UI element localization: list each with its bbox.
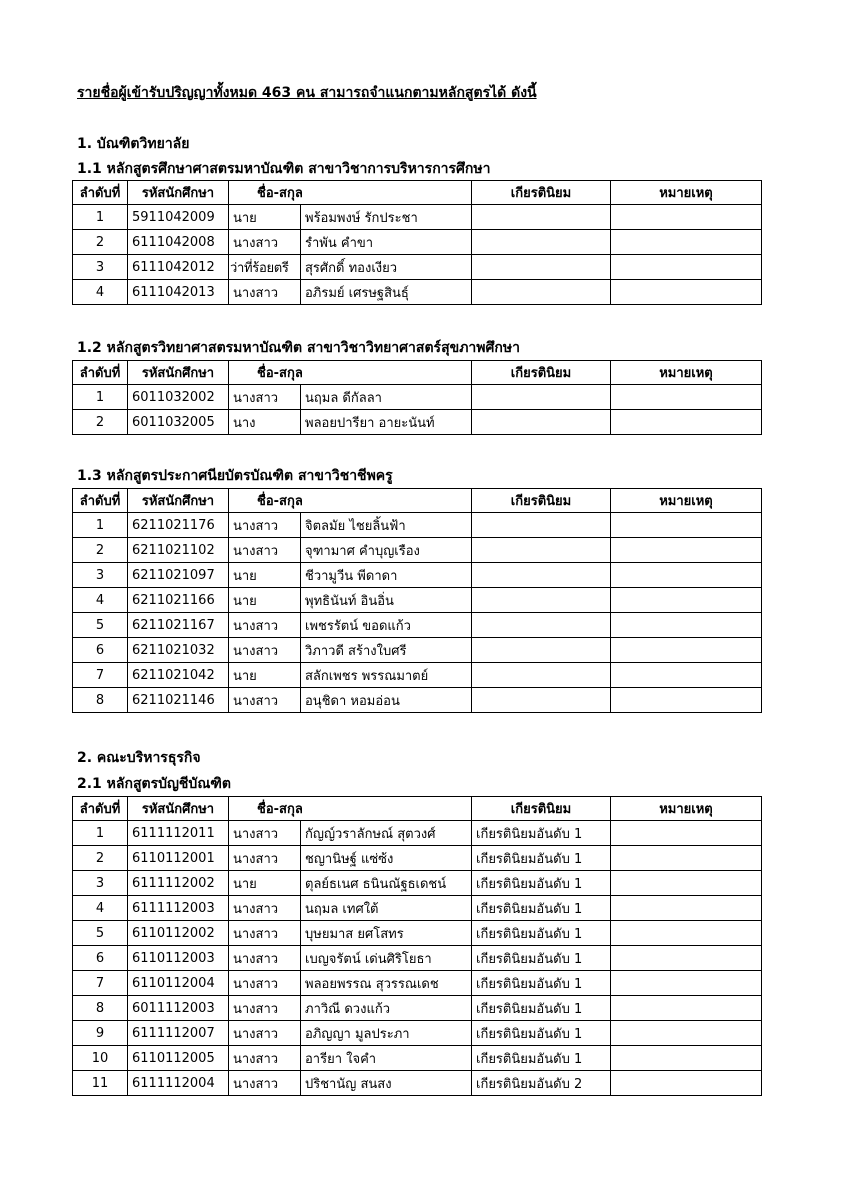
program-title: 1.2 หลักสูตรวิทยาศาสตรมหาบัณฑิต สาขาวิชาวิทยาศาสตร์สุขภาพศึกษา — [77, 340, 520, 356]
header-no: ลำดับที่ — [73, 361, 128, 385]
student-id: 6011032005 — [128, 410, 229, 435]
row-number: 3 — [73, 563, 128, 588]
row-number: 7 — [73, 663, 128, 688]
remark — [611, 385, 762, 410]
table-row — [73, 563, 762, 588]
name-prefix: ว่าที่ร้อยตรี — [229, 255, 301, 280]
honors: เกียรตินิยมอันดับ 1 — [472, 871, 611, 896]
name-prefix: นางสาว — [229, 921, 301, 946]
honors: เกียรตินิยมอันดับ 1 — [472, 971, 611, 996]
header-honors: เกียรตินิยม — [472, 489, 611, 513]
honors — [472, 588, 611, 613]
student-id: 6111042008 — [128, 230, 229, 255]
table-row — [73, 946, 762, 971]
student-name: พุทธินันท์ อินอิ่น — [301, 588, 472, 613]
header-remark: หมายเหตุ — [611, 797, 762, 821]
student-id: 6111042012 — [128, 255, 229, 280]
student-id: 6211021166 — [128, 588, 229, 613]
student-id: 6110112005 — [128, 1046, 229, 1071]
name-prefix: นาย — [229, 205, 301, 230]
remark — [611, 230, 762, 255]
program-title: 2.1 หลักสูตรบัญชีบัณฑิต — [77, 776, 232, 792]
student-id: 6211021146 — [128, 688, 229, 713]
name-prefix: นางสาว — [229, 946, 301, 971]
row-number: 6 — [73, 946, 128, 971]
honors — [472, 513, 611, 538]
student-id: 6211021042 — [128, 663, 229, 688]
remark — [611, 896, 762, 921]
student-name: สลักเพชร พรรณมาตย์ — [301, 663, 472, 688]
remark — [611, 638, 762, 663]
name-prefix: นาย — [229, 563, 301, 588]
honors — [472, 688, 611, 713]
student-id: 6110112003 — [128, 946, 229, 971]
student-name: ชีวามูวีน พีดาดา — [301, 563, 472, 588]
row-number: 1 — [73, 205, 128, 230]
header-name: ชื่อ-สกุล — [229, 797, 472, 821]
table-row — [73, 896, 762, 921]
header-student-id: รหัสนักศึกษา — [128, 181, 229, 205]
honors — [472, 205, 611, 230]
table-row — [73, 280, 762, 305]
honors: เกียรตินิยมอันดับ 1 — [472, 1046, 611, 1071]
honors: เกียรตินิยมอันดับ 1 — [472, 896, 611, 921]
student-id: 6111112002 — [128, 871, 229, 896]
table-row — [73, 996, 762, 1021]
name-prefix: นางสาว — [229, 230, 301, 255]
name-prefix: นางสาว — [229, 613, 301, 638]
header-no: ลำดับที่ — [73, 489, 128, 513]
table-row — [73, 410, 762, 435]
student-name: รำพัน คำขา — [301, 230, 472, 255]
remark — [611, 946, 762, 971]
row-number: 7 — [73, 971, 128, 996]
student-name: พลอยพรรณ สุวรรณเดช — [301, 971, 472, 996]
student-id: 6111042013 — [128, 280, 229, 305]
header-remark: หมายเหตุ — [611, 361, 762, 385]
student-name: ชญานิษฐ์ แซ่ซ้ง — [301, 846, 472, 871]
name-prefix: นางสาว — [229, 513, 301, 538]
remark — [611, 971, 762, 996]
graduate-table — [72, 360, 762, 435]
student-id: 6110112002 — [128, 921, 229, 946]
remark — [611, 563, 762, 588]
table-row — [73, 513, 762, 538]
honors — [472, 280, 611, 305]
row-number: 8 — [73, 688, 128, 713]
table-header-row — [73, 181, 762, 205]
graduate-table — [72, 796, 762, 1096]
header-remark: หมายเหตุ — [611, 489, 762, 513]
remark — [611, 688, 762, 713]
honors — [472, 538, 611, 563]
student-name: พลอยปารียา อายะนันท์ — [301, 410, 472, 435]
table-row — [73, 1071, 762, 1096]
honors: เกียรตินิยมอันดับ 1 — [472, 921, 611, 946]
row-number: 4 — [73, 588, 128, 613]
student-name: อนุชิดา หอมอ่อน — [301, 688, 472, 713]
name-prefix: นางสาว — [229, 638, 301, 663]
name-prefix: นางสาว — [229, 846, 301, 871]
row-number: 1 — [73, 385, 128, 410]
table-header-row — [73, 489, 762, 513]
header-student-id: รหัสนักศึกษา — [128, 489, 229, 513]
table-row — [73, 538, 762, 563]
table-row — [73, 613, 762, 638]
row-number: 4 — [73, 896, 128, 921]
remark — [611, 410, 762, 435]
table-row — [73, 230, 762, 255]
student-id: 6111112007 — [128, 1021, 229, 1046]
table-row — [73, 921, 762, 946]
header-name: ชื่อ-สกุล — [229, 361, 472, 385]
section-title: 1. บัณฑิตวิทยาลัย — [77, 136, 190, 152]
honors: เกียรตินิยมอันดับ 1 — [472, 846, 611, 871]
row-number: 3 — [73, 255, 128, 280]
student-id: 6111112003 — [128, 896, 229, 921]
row-number: 6 — [73, 638, 128, 663]
name-prefix: นางสาว — [229, 538, 301, 563]
table-header-row — [73, 361, 762, 385]
student-id: 6211021176 — [128, 513, 229, 538]
name-prefix: นางสาว — [229, 385, 301, 410]
remark — [611, 663, 762, 688]
student-id: 6111112011 — [128, 821, 229, 846]
row-number: 8 — [73, 996, 128, 1021]
honors — [472, 230, 611, 255]
honors: เกียรตินิยมอันดับ 1 — [472, 821, 611, 846]
student-name: บุษยมาส ยศโสทร — [301, 921, 472, 946]
graduate-table — [72, 488, 762, 713]
row-number: 2 — [73, 230, 128, 255]
remark — [611, 871, 762, 896]
table-row — [73, 205, 762, 230]
table-row — [73, 638, 762, 663]
name-prefix: นางสาว — [229, 821, 301, 846]
student-name: วิภาวดี สร้างใบศรี — [301, 638, 472, 663]
remark — [611, 613, 762, 638]
student-name: อภิรมย์ เศรษฐสินธุ์ — [301, 280, 472, 305]
name-prefix: นางสาว — [229, 280, 301, 305]
honors — [472, 663, 611, 688]
student-name: นฤมล ดีกัลลา — [301, 385, 472, 410]
graduate-table — [72, 180, 762, 305]
student-name: จุฑามาศ คำบุญเรือง — [301, 538, 472, 563]
student-id: 5911042009 — [128, 205, 229, 230]
remark — [611, 1046, 762, 1071]
remark — [611, 996, 762, 1021]
row-number: 10 — [73, 1046, 128, 1071]
row-number: 1 — [73, 821, 128, 846]
document-title: รายชื่อผู้เข้ารับปริญญาทั้งหมด 463 คน สามารถจำแนกตามหลักสูตรได้ ดังนี้ — [77, 85, 537, 101]
header-honors: เกียรตินิยม — [472, 181, 611, 205]
name-prefix: นางสาว — [229, 971, 301, 996]
student-name: ปริชานัญ สนสง — [301, 1071, 472, 1096]
name-prefix: นางสาว — [229, 1071, 301, 1096]
student-id: 6011032002 — [128, 385, 229, 410]
name-prefix: นาย — [229, 663, 301, 688]
honors — [472, 563, 611, 588]
table-row — [73, 688, 762, 713]
name-prefix: นางสาว — [229, 1046, 301, 1071]
student-id: 6211021167 — [128, 613, 229, 638]
row-number: 4 — [73, 280, 128, 305]
honors — [472, 385, 611, 410]
student-name: สุรศักดิ์ ทองเงียว — [301, 255, 472, 280]
student-id: 6110112004 — [128, 971, 229, 996]
table-row — [73, 971, 762, 996]
name-prefix: นางสาว — [229, 1021, 301, 1046]
honors — [472, 638, 611, 663]
row-number: 2 — [73, 538, 128, 563]
header-student-id: รหัสนักศึกษา — [128, 797, 229, 821]
remark — [611, 538, 762, 563]
header-name: ชื่อ-สกุล — [229, 181, 472, 205]
name-prefix: นางสาว — [229, 996, 301, 1021]
honors: เกียรตินิยมอันดับ 2 — [472, 1071, 611, 1096]
remark — [611, 1071, 762, 1096]
student-name: ตุลย์ธเนศ ธนินณัฐธเดชน์ — [301, 871, 472, 896]
remark — [611, 205, 762, 230]
name-prefix: นาง — [229, 410, 301, 435]
table-row — [73, 821, 762, 846]
program-title: 1.3 หลักสูตรประกาศนียบัตรบัณฑิต สาขาวิชาชีพครู — [77, 468, 393, 484]
student-name: อภิญญา มูลประภา — [301, 1021, 472, 1046]
student-id: 6111112004 — [128, 1071, 229, 1096]
header-name: ชื่อ-สกุล — [229, 489, 472, 513]
student-name: นฤมล เทศใต้ — [301, 896, 472, 921]
student-name: พร้อมพงษ์ รักประชา — [301, 205, 472, 230]
remark — [611, 255, 762, 280]
table-header-row — [73, 797, 762, 821]
header-student-id: รหัสนักศึกษา — [128, 361, 229, 385]
row-number: 2 — [73, 846, 128, 871]
honors — [472, 410, 611, 435]
table-row — [73, 1046, 762, 1071]
remark — [611, 280, 762, 305]
table-row — [73, 385, 762, 410]
table-row — [73, 663, 762, 688]
remark — [611, 513, 762, 538]
honors: เกียรตินิยมอันดับ 1 — [472, 946, 611, 971]
table-row — [73, 255, 762, 280]
student-name: เบญจรัตน์ เด่นศิริโยธา — [301, 946, 472, 971]
row-number: 9 — [73, 1021, 128, 1046]
student-id: 6110112001 — [128, 846, 229, 871]
student-id: 6211021097 — [128, 563, 229, 588]
student-name: ภาวิณี ดวงแก้ว — [301, 996, 472, 1021]
row-number: 11 — [73, 1071, 128, 1096]
table-row — [73, 871, 762, 896]
honors: เกียรตินิยมอันดับ 1 — [472, 996, 611, 1021]
remark — [611, 821, 762, 846]
row-number: 3 — [73, 871, 128, 896]
header-no: ลำดับที่ — [73, 181, 128, 205]
student-name: จิตลมัย ไชยลิ้นฟ้า — [301, 513, 472, 538]
remark — [611, 846, 762, 871]
header-honors: เกียรตินิยม — [472, 797, 611, 821]
program-title: 1.1 หลักสูตรศึกษาศาสตรมหาบัณฑิต สาขาวิชาการบริหารการศึกษา — [77, 161, 491, 177]
student-id: 6211021032 — [128, 638, 229, 663]
table-row — [73, 588, 762, 613]
remark — [611, 921, 762, 946]
honors — [472, 255, 611, 280]
honors: เกียรตินิยมอันดับ 1 — [472, 1021, 611, 1046]
remark — [611, 1021, 762, 1046]
header-remark: หมายเหตุ — [611, 181, 762, 205]
table-row — [73, 1021, 762, 1046]
student-id: 6211021102 — [128, 538, 229, 563]
row-number: 5 — [73, 613, 128, 638]
honors — [472, 613, 611, 638]
name-prefix: นาย — [229, 588, 301, 613]
student-name: อารียา ใจคำ — [301, 1046, 472, 1071]
header-honors: เกียรตินิยม — [472, 361, 611, 385]
student-name: กัญญ์วราลักษณ์ สุตวงศ์ — [301, 821, 472, 846]
row-number: 2 — [73, 410, 128, 435]
header-no: ลำดับที่ — [73, 797, 128, 821]
row-number: 1 — [73, 513, 128, 538]
student-id: 6011112003 — [128, 996, 229, 1021]
remark — [611, 588, 762, 613]
name-prefix: นาย — [229, 871, 301, 896]
name-prefix: นางสาว — [229, 688, 301, 713]
name-prefix: นางสาว — [229, 896, 301, 921]
table-row — [73, 846, 762, 871]
row-number: 5 — [73, 921, 128, 946]
student-name: เพชรรัตน์ ขอดแก้ว — [301, 613, 472, 638]
section-title: 2. คณะบริหารธุรกิจ — [77, 750, 201, 766]
